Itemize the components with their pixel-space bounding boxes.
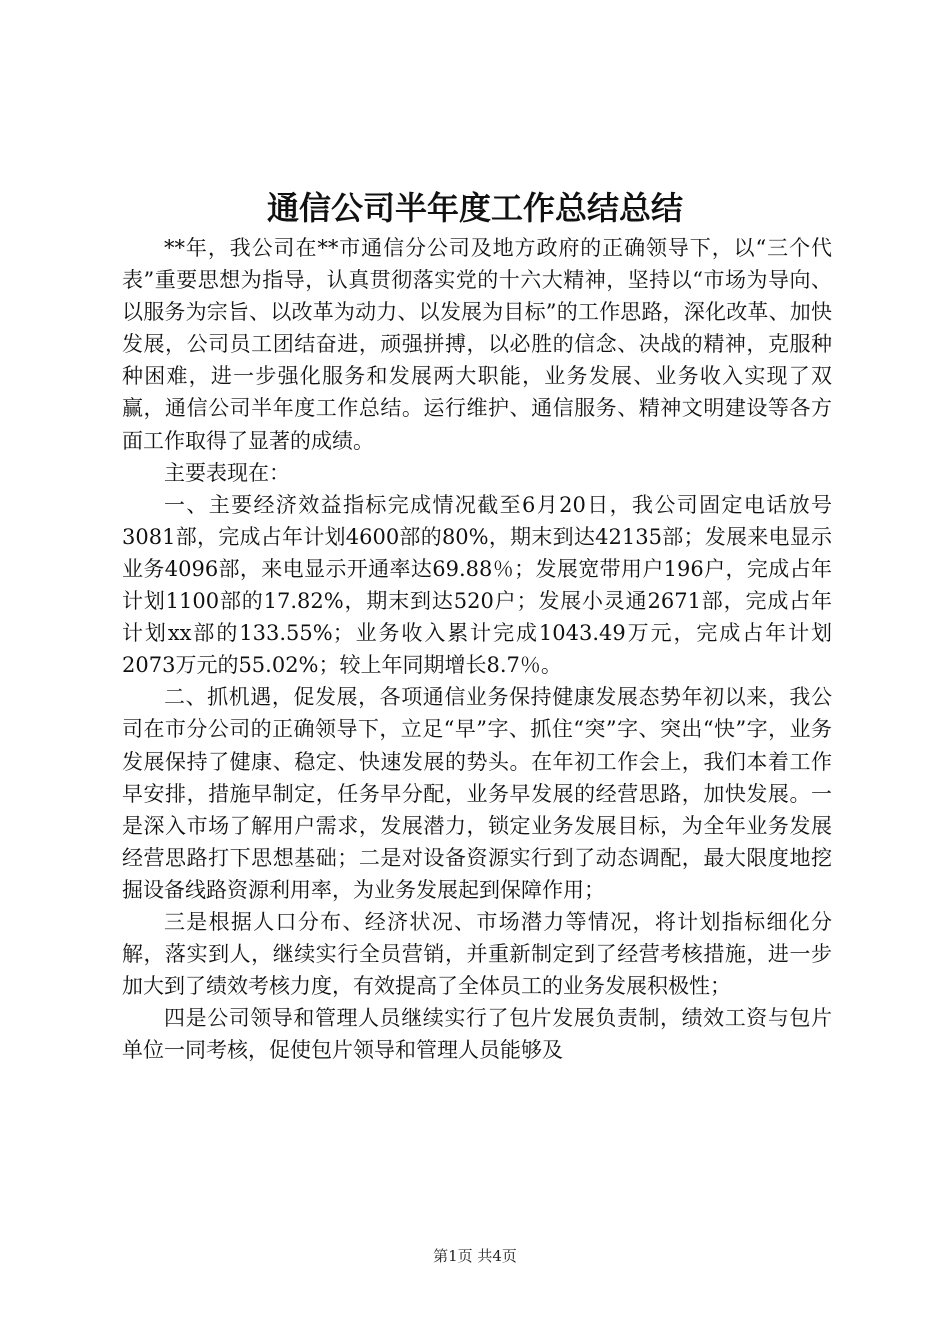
- paragraph-measures-four: 四是公司领导和管理人员继续实行了包片发展负责制，绩效工资与包片单位一同考核，促使包片领导和管理人员能够及: [122, 1006, 832, 1063]
- paragraph-main-performance: 主要表现在：: [164, 460, 290, 485]
- paragraph-indicators: 一、主要经济效益指标完成情况截至6月20日，我公司固定电话放号3081部，完成占年计划4600部的80%，期末到达42135部；发展来电显示业务4096部，来电显示开通率达69.88％；发展宽带用户196户，完成占年计划1100部的17.82%，期末到达520户；发展小灵通2671部，完成占年计划xx部的133.55%；业务收入累计完成1043.49万元，完成占年计划2073万元的55.02%；较上年同期增长8.7％。: [122, 492, 832, 678]
- paragraph-intro: **年，我公司在**市通信分公司及地方政府的正确领导下，以“三个代表”重要思想为指导，认真贯彻落实党的十六大精神，坚持以“市场为导向、以服务为宗旨、以改革为动力、以发展为目标”的工作思路，深化改革、加快发展，公司员工团结奋进，顽强拼搏，以必胜的信念、决战的精神，克服种种困难，进一步强化服务和发展两大职能，业务发展、业务收入实现了双赢，通信公司半年度工作总结。运行维护、通信服务、精神文明建设等各方面工作取得了显著的成绩。: [122, 236, 832, 453]
- paragraph-measures-three: 三是根据人口分布、经济状况、市场潜力等情况，将计划指标细化分解，落实到人，继续实行全员营销，并重新制定到了经营考核措施，进一步加大到了绩效考核力度，有效提高了全体员工的业务发展积极性；: [122, 909, 832, 999]
- paragraph-development: 二、抓机遇，促发展，各项通信业务保持健康发展态势年初以来，我公司在市分公司的正确领导下，立足“早”字、抓住“突”字、突出“快”字，业务发展保持了健康、稳定、快速发展的势头。在年初工作会上，我们本着工作早安排，措施早制定，任务早分配，业务早发展的经营思路，加快发展。一是深入市场了解用户需求，发展潜力，锁定业务发展目标，为全年业务发展经营思路打下思想基础；二是对设备资源实行到了动态调配，最大限度地挖掘设备线路资源利用率，为业务发展起到保障作用；: [122, 685, 832, 902]
- document-title: 通信公司半年度工作总结总结: [266, 189, 683, 227]
- document-body: [122, 232, 832, 1066]
- page-footer: 第1页 共4页: [433, 1247, 517, 1265]
